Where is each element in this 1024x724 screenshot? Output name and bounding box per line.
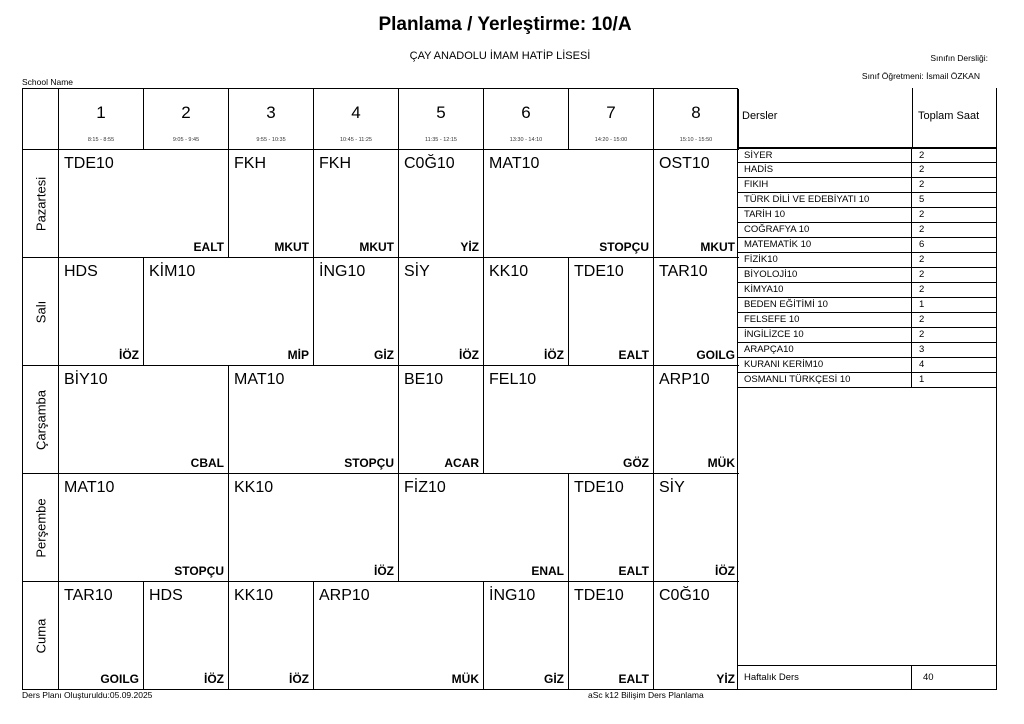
summary-hours: 2 xyxy=(919,150,925,161)
lesson-teacher: GİZ xyxy=(374,348,394,362)
summary-row xyxy=(737,163,997,178)
summary-hours: 2 xyxy=(919,269,925,280)
lesson-subject: MAT10 xyxy=(489,155,540,172)
page-title: Planlama / Yerleştirme: 10/A xyxy=(378,14,632,35)
period-time: 8:15 - 8:55 xyxy=(87,137,115,143)
lesson-teacher: MKUT xyxy=(700,240,735,254)
lesson-teacher: GOILG xyxy=(100,672,139,686)
lesson-cell[interactable] xyxy=(59,365,229,473)
corner-cell xyxy=(23,89,59,149)
lesson-teacher: EALT xyxy=(618,564,649,578)
summary-row xyxy=(737,373,997,388)
summary-hours: 1 xyxy=(919,299,925,310)
summary-row xyxy=(737,238,997,253)
summary-hours: 2 xyxy=(919,209,925,220)
lesson-subject: C0Ğ10 xyxy=(659,587,710,604)
lesson-subject: FİZ10 xyxy=(404,479,446,496)
subjects-column-header: Dersler xyxy=(742,110,778,122)
lesson-cell[interactable] xyxy=(229,473,399,581)
summary-subject: SİYER xyxy=(744,150,773,161)
lesson-subject: ARP10 xyxy=(659,371,710,388)
summary-hours: 2 xyxy=(919,314,925,325)
summary-subject: KİMYA10 xyxy=(744,284,784,295)
lesson-teacher: MÜK xyxy=(707,456,735,470)
period-header xyxy=(229,89,314,149)
software-credit: aSc k12 Bilişim Ders Planlama xyxy=(588,690,704,700)
period-header xyxy=(484,89,569,149)
lesson-teacher: İÖZ xyxy=(459,348,479,362)
lesson-subject: TDE10 xyxy=(574,479,624,496)
total-label: Haftalık Ders xyxy=(744,672,799,683)
period-number: 4 xyxy=(351,103,361,122)
period-header xyxy=(569,89,654,149)
lesson-teacher: İÖZ xyxy=(374,564,394,578)
period-header xyxy=(399,89,484,149)
timetable-grid xyxy=(22,88,738,690)
lesson-cell[interactable] xyxy=(144,581,229,689)
summary-header xyxy=(737,88,997,148)
lesson-subject: İNG10 xyxy=(319,263,366,280)
lesson-subject: TDE10 xyxy=(574,587,624,604)
period-time: 13:30 - 14:10 xyxy=(509,137,543,143)
class-teacher: Sınıf Öğretmeni: İsmail ÖZKAN xyxy=(861,71,980,81)
summary-row xyxy=(737,298,997,313)
period-number: 1 xyxy=(96,103,106,122)
lesson-cell[interactable] xyxy=(399,365,484,473)
total-value: 40 xyxy=(923,672,934,683)
lesson-cell[interactable] xyxy=(314,149,399,257)
day-label xyxy=(23,149,59,257)
lesson-teacher: GÖZ xyxy=(623,456,649,470)
lesson-subject: SİY xyxy=(659,479,685,496)
period-time: 9:05 - 9:45 xyxy=(172,137,200,143)
summary-subject: KURANI KERİM10 xyxy=(744,359,824,370)
summary-row xyxy=(737,208,997,223)
summary-row xyxy=(737,178,997,193)
lesson-teacher: EALT xyxy=(618,672,649,686)
period-number: 6 xyxy=(521,103,531,122)
lesson-subject: KK10 xyxy=(489,263,529,280)
period-header xyxy=(654,89,739,149)
lesson-cell[interactable] xyxy=(59,581,144,689)
summary-hours: 5 xyxy=(919,194,925,205)
day-label xyxy=(23,581,59,689)
lesson-cell[interactable] xyxy=(569,257,654,365)
summary-subject: BİYOLOJİ10 xyxy=(744,269,798,280)
period-time: 10:45 - 11:25 xyxy=(339,137,372,143)
period-number: 2 xyxy=(181,103,191,122)
day-name: Salı xyxy=(33,300,48,323)
lesson-subject: FEL10 xyxy=(489,371,537,388)
day-label xyxy=(23,257,59,365)
day-name: Pazartesi xyxy=(33,176,48,231)
period-header xyxy=(59,89,144,149)
lesson-teacher: CBAL xyxy=(190,456,224,470)
summary-row xyxy=(737,253,997,268)
summary-row xyxy=(737,193,997,208)
lesson-subject: FKH xyxy=(319,155,351,172)
summary-subject: FIKIH xyxy=(744,179,769,190)
lesson-subject: TAR10 xyxy=(659,263,708,280)
lesson-cell[interactable] xyxy=(654,257,739,365)
lesson-subject: MAT10 xyxy=(64,479,115,496)
lesson-teacher: YİZ xyxy=(460,240,479,254)
period-number: 3 xyxy=(266,103,276,122)
lesson-subject: İNG10 xyxy=(489,587,536,604)
lesson-cell[interactable] xyxy=(569,581,654,689)
lesson-teacher: ACAR xyxy=(444,456,479,470)
period-header xyxy=(144,89,229,149)
lesson-cell[interactable] xyxy=(59,149,229,257)
summary-subject: TARİH 10 xyxy=(744,209,786,220)
summary-row xyxy=(737,313,997,328)
period-number: 5 xyxy=(436,103,446,122)
lesson-teacher: MÜK xyxy=(451,672,479,686)
lesson-subject: HDS xyxy=(64,263,98,280)
lesson-teacher: STOPÇU xyxy=(599,240,649,254)
lesson-subject: TDE10 xyxy=(64,155,114,172)
summary-row xyxy=(737,283,997,298)
lesson-teacher: MİP xyxy=(287,348,309,362)
summary-hours: 3 xyxy=(919,344,925,355)
created-date: Ders Planı Oluşturuldu:05.09.2025 xyxy=(22,690,153,700)
summary-subject: FELSEFE 10 xyxy=(744,314,800,325)
summary-hours: 2 xyxy=(919,329,925,340)
lesson-subject: MAT10 xyxy=(234,371,285,388)
school-name: ÇAY ANADOLU İMAM HATİP LİSESİ xyxy=(409,50,591,62)
lesson-cell[interactable] xyxy=(654,365,739,473)
period-time: 15:10 - 15:50 xyxy=(679,137,713,143)
lesson-teacher: İÖZ xyxy=(544,348,564,362)
summary-subject: HADİS xyxy=(744,164,774,175)
school-name-label: School Name xyxy=(22,77,74,87)
period-time: 9:55 - 10:35 xyxy=(256,137,286,143)
summary-total-row xyxy=(737,665,997,689)
lesson-teacher: STOPÇU xyxy=(174,564,224,578)
summary-subject: FİZİK10 xyxy=(744,254,778,265)
summary-hours: 2 xyxy=(919,254,925,265)
header-divider xyxy=(23,149,739,150)
lesson-subject: ARP10 xyxy=(319,587,370,604)
lesson-teacher: MKUT xyxy=(274,240,309,254)
period-number: 7 xyxy=(606,103,616,122)
lesson-subject: HDS xyxy=(149,587,183,604)
day-name: Perşembe xyxy=(33,497,48,558)
day-name: Çarşamba xyxy=(33,389,48,450)
lesson-cell[interactable] xyxy=(229,149,314,257)
lesson-subject: KİM10 xyxy=(149,263,196,280)
lesson-cell[interactable] xyxy=(484,365,654,473)
summary-subject: İNGİLİZCE 10 xyxy=(744,329,804,340)
summary-row xyxy=(737,268,997,283)
lesson-teacher: EALT xyxy=(193,240,224,254)
summary-hours: 4 xyxy=(919,359,925,370)
summary-row xyxy=(737,148,997,163)
summary-subject: COĞRAFYA 10 xyxy=(744,224,810,235)
lesson-teacher: İÖZ xyxy=(289,672,309,686)
day-label xyxy=(23,473,59,581)
summary-subject: BEDEN EĞİTİMİ 10 xyxy=(744,299,828,310)
summary-hours: 2 xyxy=(919,164,925,175)
lesson-subject: KK10 xyxy=(234,479,274,496)
lesson-cell[interactable] xyxy=(399,473,569,581)
lesson-cell[interactable] xyxy=(484,257,569,365)
lesson-cell[interactable] xyxy=(654,581,739,689)
lesson-cell[interactable] xyxy=(399,149,484,257)
lesson-cell[interactable] xyxy=(654,473,739,581)
summary-hours: 2 xyxy=(919,284,925,295)
lesson-cell[interactable] xyxy=(569,473,654,581)
period-number: 8 xyxy=(691,103,701,122)
summary-row xyxy=(737,358,997,373)
period-time: 11:35 - 12:15 xyxy=(424,137,457,143)
lesson-subject: BE10 xyxy=(404,371,444,388)
day-label xyxy=(23,365,59,473)
summary-table xyxy=(737,88,997,690)
lesson-teacher: GİZ xyxy=(544,672,564,686)
summary-row xyxy=(737,343,997,358)
summary-hours: 2 xyxy=(919,224,925,235)
lesson-cell[interactable] xyxy=(59,473,229,581)
summary-subject: ARAPÇA10 xyxy=(744,344,794,355)
classroom-label: Sınıfın Dersliği: xyxy=(930,53,988,63)
lesson-teacher: YİZ xyxy=(716,672,735,686)
lesson-cell[interactable] xyxy=(314,257,399,365)
lesson-cell[interactable] xyxy=(144,257,314,365)
lesson-subject: KK10 xyxy=(234,587,274,604)
lesson-teacher: İÖZ xyxy=(715,564,735,578)
summary-subject: MATEMATİK 10 xyxy=(744,239,812,250)
lesson-subject: OST10 xyxy=(659,155,710,172)
summary-subject: OSMANLI TÜRKÇESİ 10 xyxy=(744,374,851,385)
period-time: 14:20 - 15:00 xyxy=(594,137,628,143)
lesson-subject: C0Ğ10 xyxy=(404,155,455,172)
summary-hours: 6 xyxy=(919,239,925,250)
lesson-subject: FKH xyxy=(234,155,266,172)
period-header xyxy=(314,89,399,149)
lesson-teacher: EALT xyxy=(618,348,649,362)
lesson-teacher: MKUT xyxy=(359,240,394,254)
summary-hours: 1 xyxy=(919,374,925,385)
lesson-cell[interactable] xyxy=(654,149,739,257)
lesson-cell[interactable] xyxy=(229,365,399,473)
summary-row xyxy=(737,328,997,343)
lesson-subject: BİY10 xyxy=(64,371,108,388)
lesson-cell[interactable] xyxy=(399,257,484,365)
summary-subject: TÜRK DİLİ VE EDEBİYATI 10 xyxy=(744,194,870,205)
lesson-teacher: GOILG xyxy=(696,348,735,362)
lesson-cell[interactable] xyxy=(314,581,484,689)
lesson-cell[interactable] xyxy=(229,581,314,689)
lesson-subject: TDE10 xyxy=(574,263,624,280)
lesson-teacher: ENAL xyxy=(531,564,564,578)
lesson-teacher: STOPÇU xyxy=(344,456,394,470)
lesson-cell[interactable] xyxy=(484,581,569,689)
lesson-cell[interactable] xyxy=(484,149,654,257)
lesson-subject: TAR10 xyxy=(64,587,113,604)
lesson-subject: SİY xyxy=(404,263,430,280)
lesson-cell[interactable] xyxy=(59,257,144,365)
lesson-teacher: İÖZ xyxy=(204,672,224,686)
summary-hours: 2 xyxy=(919,179,925,190)
day-name: Cuma xyxy=(33,618,48,653)
hours-column-header: Toplam Saat xyxy=(918,110,980,122)
summary-row xyxy=(737,223,997,238)
lesson-teacher: İÖZ xyxy=(119,348,139,362)
